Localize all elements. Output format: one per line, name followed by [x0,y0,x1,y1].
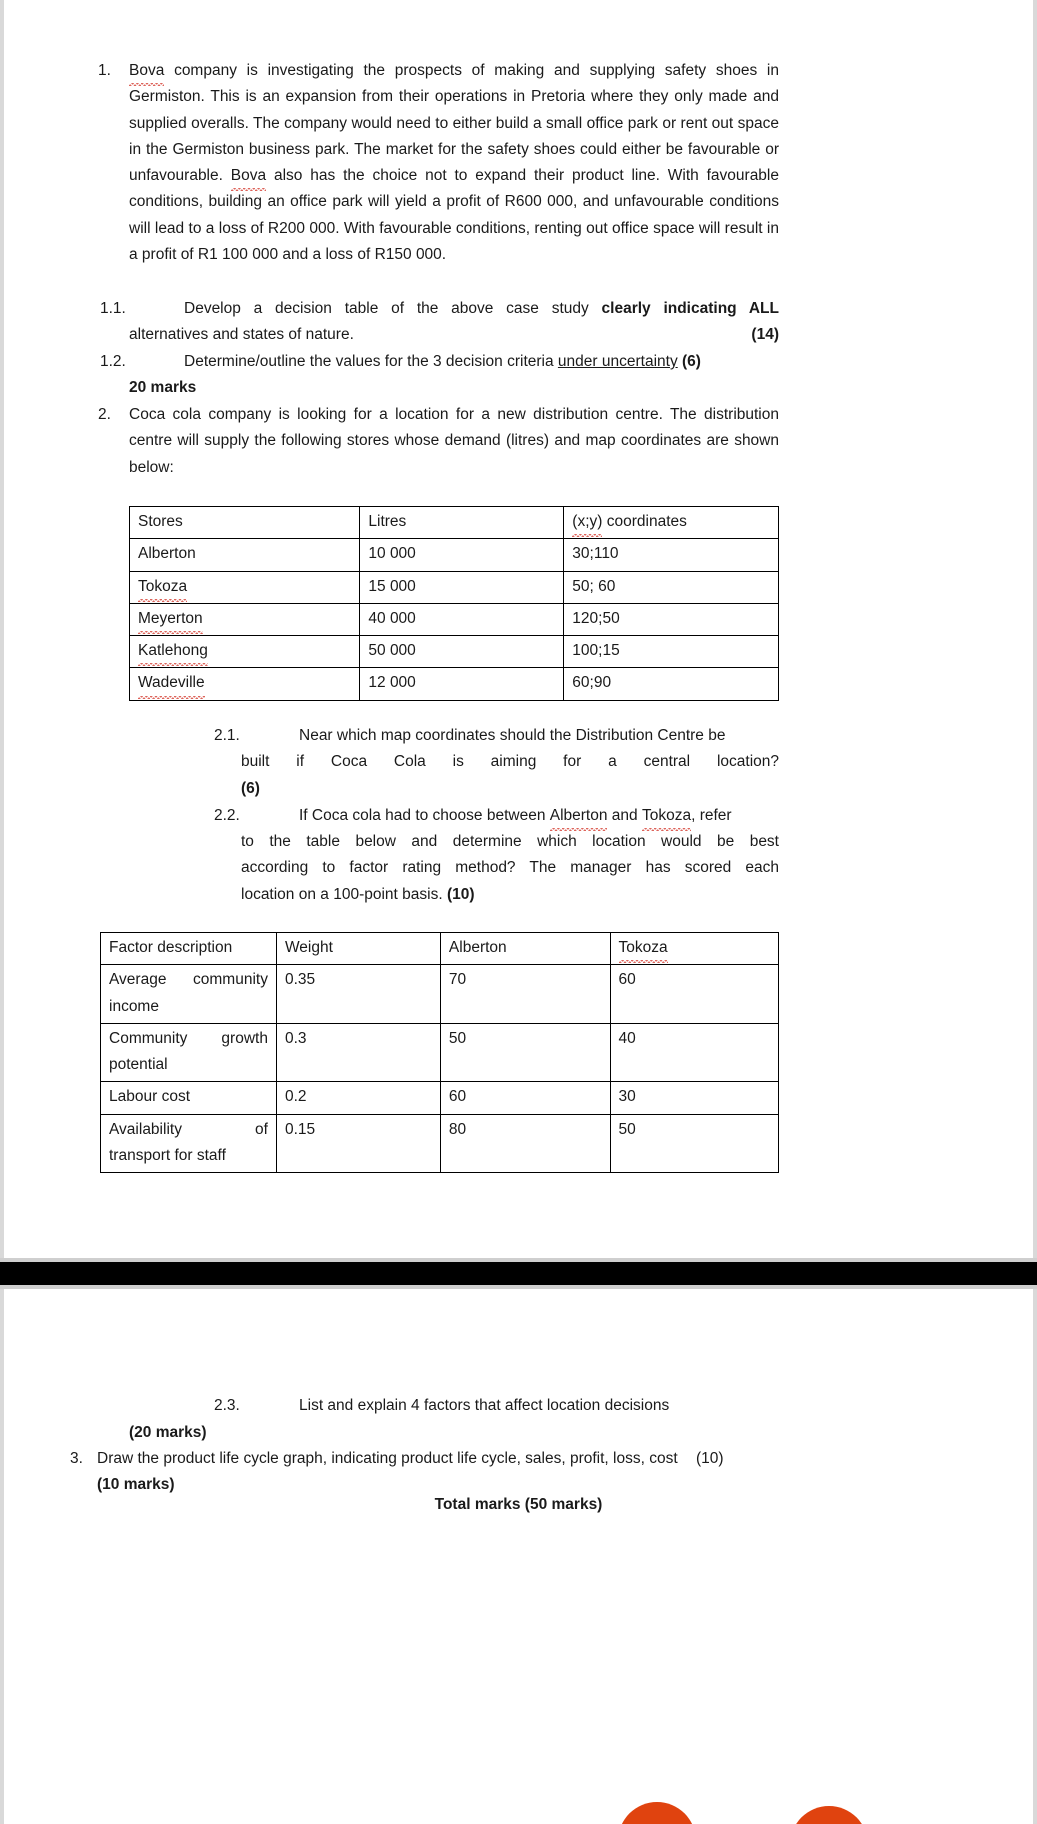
stores-table-header-2: (x;y) coordinates [564,507,779,539]
table-row [101,1082,779,1114]
factor-tokoza-score-cell: 60 [610,965,778,1024]
question-1-1-text-bold: clearly indicating ALL [601,300,779,317]
question-1-2-number: 1.2. [100,353,126,370]
store-coordinates-cell: 60;90 [564,668,779,700]
page-right-edge [1033,0,1037,1824]
question-2-3-text: List and explain 4 factors that affect location decisions [299,1397,670,1414]
store-name-cell [130,603,360,635]
factor-weight-cell: 0.15 [276,1114,440,1173]
factor-weight-cell: 0.2 [276,1082,440,1114]
factor-alberton-score-cell: 80 [440,1114,610,1173]
store-name-cell: Alberton [130,539,360,571]
spellcheck-word-xy: (x;y) [572,509,602,535]
spellcheck-word-alberton: Alberton [550,803,608,829]
factor-alberton-score-cell: 60 [440,1082,610,1114]
store-litres-cell: 50 000 [360,636,564,668]
factor-table-header-2: Alberton [440,933,610,965]
question-1-2-text-plain: Determine/outline the values for the 3 decision criteria [184,353,558,370]
question-3-text-row [97,1446,787,1472]
question-1-2-marks: (6) [677,353,701,370]
store-litres-cell: 15 000 [360,571,564,603]
question-2-2-text-line4: location on a 100-point basis. [241,886,447,903]
question-1-section-total: 20 marks [129,379,197,396]
question-2-2-line-3: according to factor rating method? The manager has scored each [241,859,779,876]
spellcheck-word-store-1: Tokoza [138,574,187,600]
table-row [101,1023,779,1082]
spellcheck-word-store-3: Katlehong [138,638,208,664]
question-2-1-marks: (6) [241,780,260,797]
factor-description-cell [101,1023,277,1082]
question-2-1-number: 2.1. [214,727,240,744]
store-coordinates-cell: 30;110 [564,539,779,571]
factor-tokoza-score-cell: 40 [610,1023,778,1082]
table-row [130,668,779,700]
store-litres-cell: 10 000 [360,539,564,571]
factor-tokoza-score-cell: 50 [610,1114,778,1173]
stores-demand-table [129,506,779,701]
factor-description-cell [101,965,277,1024]
table-row [130,636,779,668]
spellcheck-word-store-2: Meyerton [138,606,203,632]
question-2-2-line-4 [241,882,779,908]
factor-table-header-3 [610,933,778,965]
question-1-1-line-1 [184,296,779,322]
question-2-3-number: 2.3. [214,1397,240,1414]
table-row [130,603,779,635]
spellcheck-word-header-3: Tokoza [619,935,668,961]
total-marks-footer: Total marks (50 marks) [434,1496,603,1513]
factor-description-line-1: Availability of [109,1120,268,1138]
spellcheck-word-store-4: Wadeville [138,670,205,696]
store-coordinates-cell: 50; 60 [564,571,779,603]
question-2-1-line-2: built if Coca Cola is aiming for a central location? [241,753,779,770]
store-name-cell [130,636,360,668]
question-3-text: Draw the product life cycle graph, indicating product life cycle, sales, profit, loss, cost [97,1450,678,1467]
store-coordinates-cell: 120;50 [564,603,779,635]
factor-alberton-score-cell: 50 [440,1023,610,1082]
question-1-1-line-2 [129,322,779,348]
table-row [130,571,779,603]
question-3-number: 3. [70,1450,83,1467]
factor-description-line-1: Community growth [109,1029,268,1047]
table-row [130,539,779,571]
factor-table-header-0: Factor description [101,933,277,965]
question-1-1-text-line2: alternatives and states of nature. [129,326,354,343]
factor-table-header-1: Weight [276,933,440,965]
decorative-circle-left [618,1802,696,1824]
stores-table-header-1: Litres [360,507,564,539]
store-coordinates-cell: 100;15 [564,636,779,668]
question-2-number: 2. [98,406,111,423]
factor-weight-cell: 0.35 [276,965,440,1024]
question-1-text: Bova company is investigating the prospects of making and supplying safety shoes in Germiston. This is an expansion from their operations in Pretoria where they only made and supplied overalls. The company would need to either build a small office park or rent out space in the Germiston business park. The market for the safety shoes could either be favourable or unfavourable. Bova also has the choice not to expand their product line. With favourable conditions, building an office park will yield a profit of R600 000, and unfavourable conditions will lead to a loss of R200 000. With favourable conditions, renting out office space will result in a profit of R1 100 000 and a loss of R150 000. [129,58,779,268]
table-header-row [101,933,779,965]
table-row [101,1114,779,1173]
spellcheck-word-2: Bova [231,163,266,189]
store-name-cell [130,668,360,700]
factor-description-cell [101,1082,277,1114]
table-row [101,965,779,1024]
separator-bottom-line [0,1285,1037,1289]
question-1-1-marks: (14) [751,326,779,343]
store-litres-cell: 12 000 [360,668,564,700]
question-1-1-text-plain: Develop a decision table of the above case study [184,300,602,317]
factor-rating-table [100,932,779,1173]
store-name-cell [130,571,360,603]
factor-weight-cell: 0.3 [276,1023,440,1082]
question-2-2-line-2: to the table below and determine which location would be best [241,833,779,850]
page-separator-band [0,1262,1037,1285]
factor-description-line-1: Average community [109,971,268,989]
question-1-2-text-underlined: under uncertainty [557,353,678,370]
decorative-circle-right [790,1806,868,1824]
question-2-2-number: 2.2. [214,807,240,824]
question-2-2-marks: (10) [446,886,475,903]
question-2-text: Coca cola company is looking for a location for a new distribution centre. The distribution centre will supply the following stores whose demand (litres) and map coordinates are shown below: [129,406,779,476]
factor-tokoza-score-cell: 30 [610,1082,778,1114]
factor-alberton-score-cell: 70 [440,965,610,1024]
spellcheck-word-0: Bova [129,58,164,84]
page-left-edge [0,0,4,1824]
question-3-marks: (10) [695,1450,724,1467]
question-1-1-number: 1.1. [100,300,126,317]
factor-description-line-2: transport for staff [109,1147,226,1165]
question-1-number: 1. [98,62,111,79]
stores-table-header-0: Stores [130,507,360,539]
spellcheck-word-tokoza: Tokoza [642,803,691,829]
question-2-1-line-1: Near which map coordinates should the Distribution Centre be [299,727,726,744]
question-1-2-line-1 [184,349,779,375]
store-litres-cell: 40 000 [360,603,564,635]
factor-description-line-2: income [109,997,159,1015]
factor-description-line-1: Labour cost [109,1088,190,1106]
table-header-row [130,507,779,539]
question-3-section-total: (10 marks) [97,1476,175,1493]
question-2-section-total: (20 marks) [129,1424,207,1441]
factor-description-cell [101,1114,277,1173]
question-2-2-line-1: If Coca cola had to choose between Alberton and Tokoza, refer [299,803,779,829]
factor-description-line-2: potential [109,1056,168,1074]
